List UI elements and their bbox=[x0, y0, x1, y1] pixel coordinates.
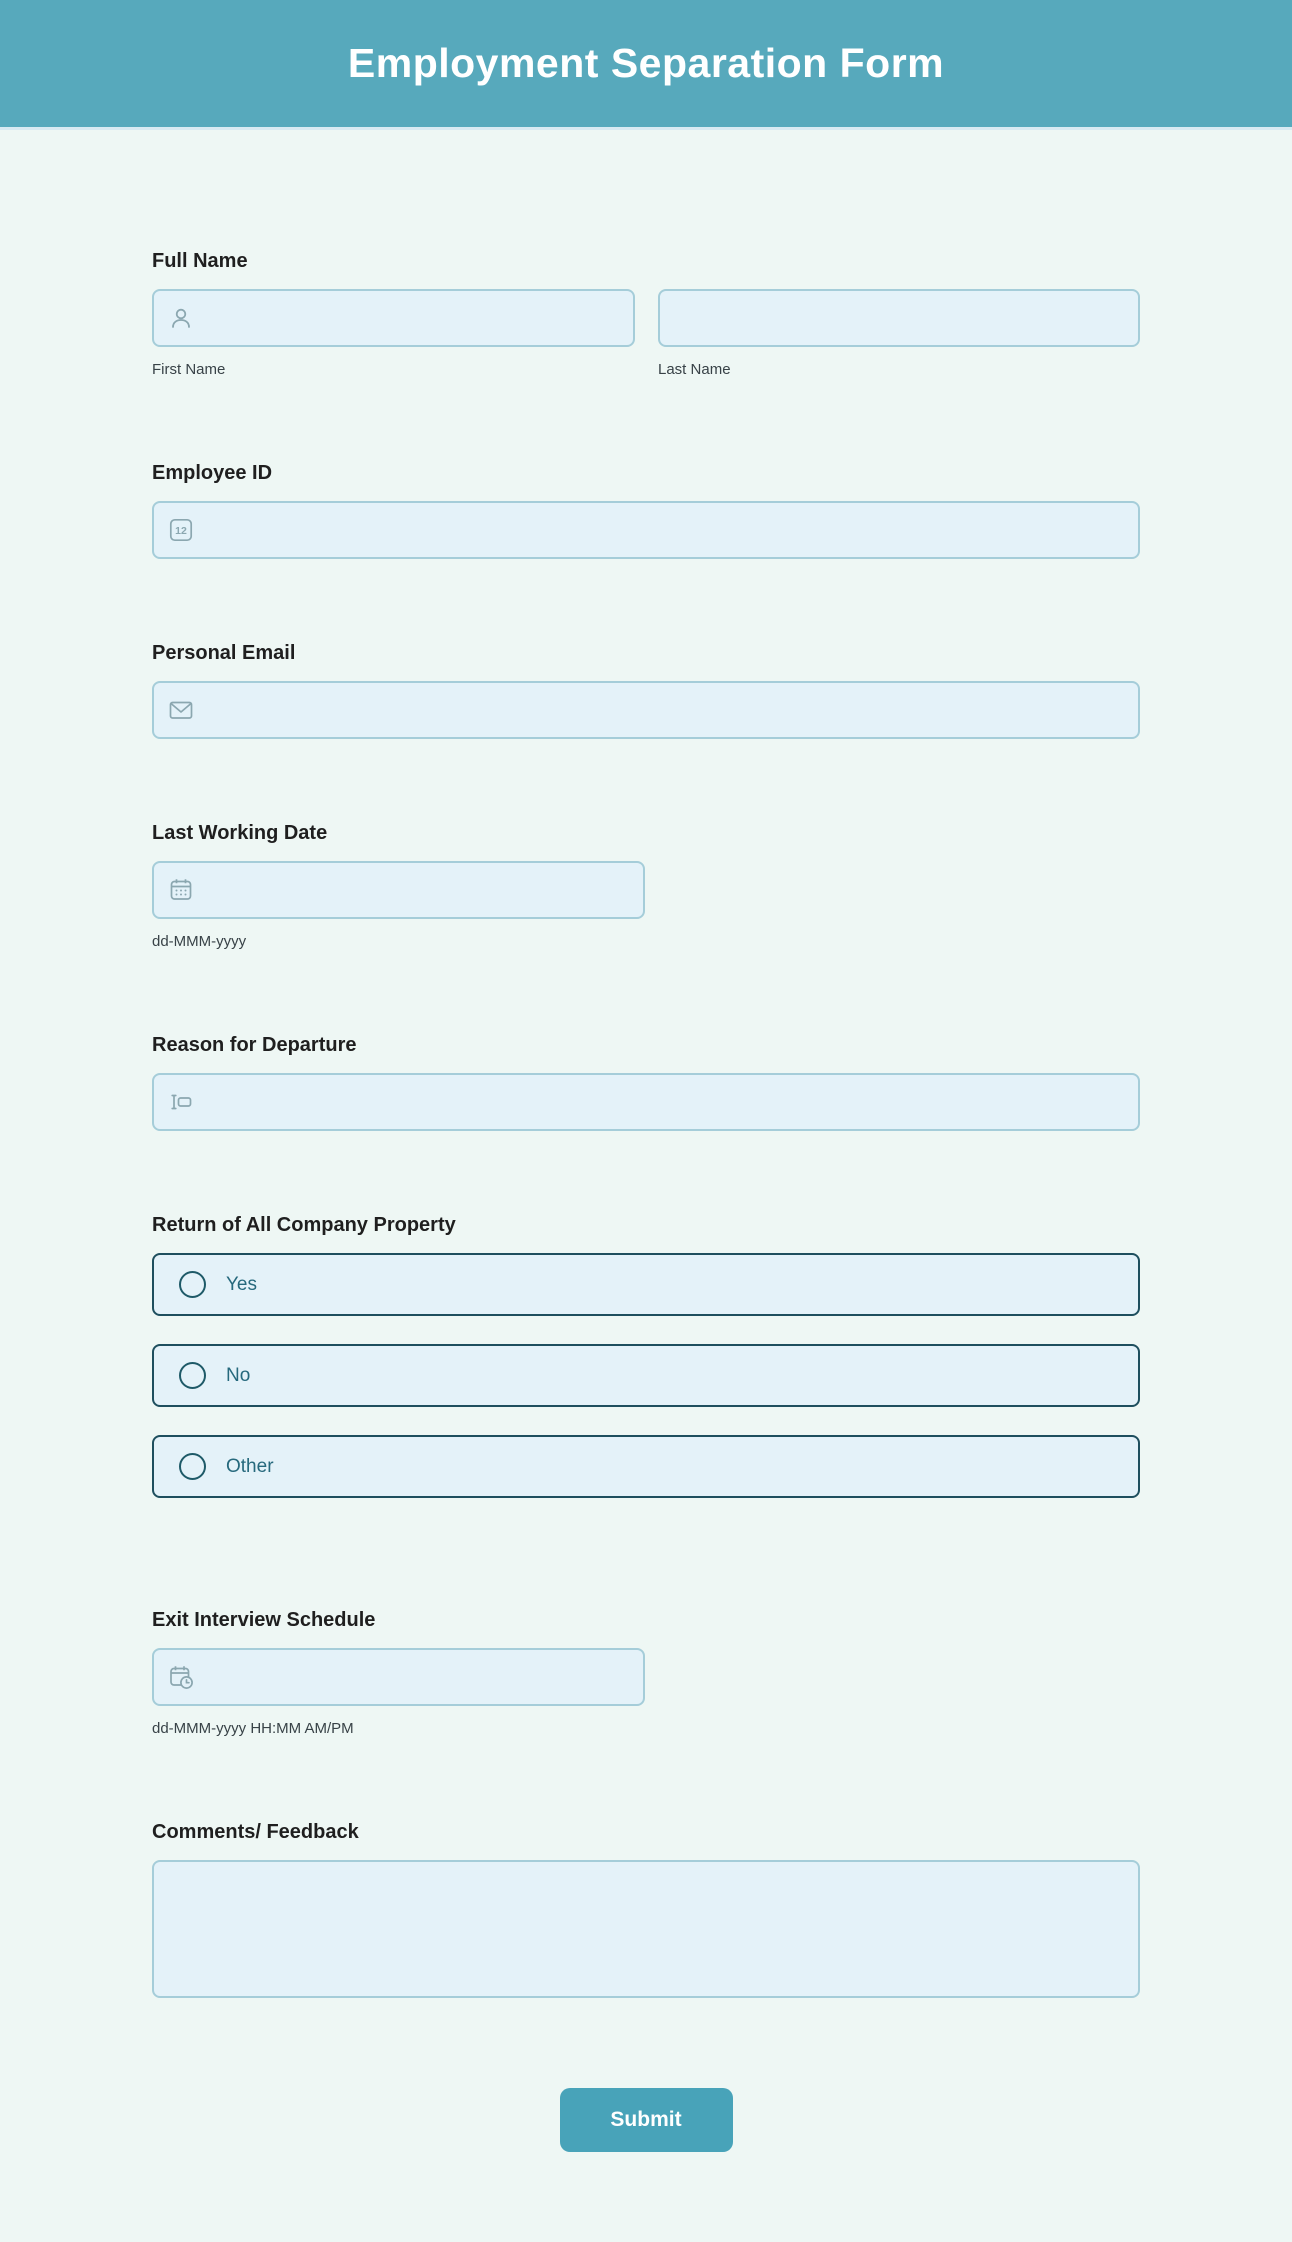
personal-email-label: Personal Email bbox=[152, 642, 296, 664]
question-full-name bbox=[152, 249, 1140, 379]
page-title: Employment Separation Form bbox=[347, 40, 945, 86]
question-last-working-date bbox=[152, 821, 1140, 951]
question-personal-email bbox=[152, 641, 1140, 739]
radio-circle-other[interactable] bbox=[179, 1453, 206, 1480]
full-name-label: Full Name bbox=[152, 250, 248, 272]
last-working-date-field[interactable] bbox=[152, 861, 645, 919]
radio-circle-yes[interactable] bbox=[179, 1271, 206, 1298]
exit-interview-field[interactable] bbox=[152, 1648, 645, 1706]
question-comments bbox=[152, 1820, 1140, 2003]
last-working-date-sublabel: dd-MMM-yyyy bbox=[152, 933, 247, 950]
question-reason-for-departure bbox=[152, 1033, 1140, 1131]
exit-interview-input[interactable] bbox=[195, 1650, 630, 1704]
user-icon bbox=[167, 304, 195, 332]
form-header bbox=[0, 0, 1292, 130]
first-name-sublabel: First Name bbox=[152, 361, 226, 378]
form-body bbox=[0, 130, 1292, 2242]
comments-textarea[interactable] bbox=[152, 1860, 1140, 1998]
last-name-input[interactable] bbox=[673, 291, 1125, 345]
last-name-field[interactable] bbox=[658, 289, 1140, 347]
text-cursor-icon bbox=[167, 1088, 195, 1116]
reason-for-departure-input[interactable] bbox=[195, 1075, 1125, 1129]
calendar-icon bbox=[167, 876, 195, 904]
envelope-icon bbox=[167, 696, 195, 724]
comments-label: Comments/ Feedback bbox=[152, 1821, 359, 1843]
reason-for-departure-field[interactable] bbox=[152, 1073, 1140, 1131]
exit-interview-label: Exit Interview Schedule bbox=[152, 1609, 376, 1631]
first-name-input[interactable] bbox=[195, 291, 620, 345]
submit-row bbox=[152, 2088, 1140, 2242]
question-property-return bbox=[152, 1213, 1140, 1498]
radio-option-other[interactable] bbox=[152, 1435, 1140, 1498]
employee-id-input[interactable] bbox=[195, 503, 1125, 557]
radio-option-no[interactable] bbox=[152, 1344, 1140, 1407]
employee-id-field[interactable] bbox=[152, 501, 1140, 559]
last-working-date-label: Last Working Date bbox=[152, 822, 328, 844]
personal-email-input[interactable] bbox=[195, 683, 1125, 737]
question-employee-id bbox=[152, 461, 1140, 559]
calendar-clock-icon bbox=[167, 1663, 195, 1691]
submit-button[interactable]: Submit bbox=[560, 2088, 733, 2152]
number-12-icon bbox=[167, 516, 195, 544]
exit-interview-sublabel: dd-MMM-yyyy HH:MM AM/PM bbox=[152, 1720, 354, 1737]
last-name-sublabel: Last Name bbox=[658, 361, 731, 378]
employee-id-label: Employee ID bbox=[152, 462, 273, 484]
question-exit-interview bbox=[152, 1608, 1140, 1738]
personal-email-field[interactable] bbox=[152, 681, 1140, 739]
property-return-label: Return of All Company Property bbox=[152, 1214, 456, 1236]
svg-text:12: 12 bbox=[175, 525, 187, 537]
radio-option-yes[interactable] bbox=[152, 1253, 1140, 1316]
radio-label-yes: Yes bbox=[226, 1273, 257, 1295]
first-name-field[interactable] bbox=[152, 289, 635, 347]
last-working-date-input[interactable] bbox=[195, 863, 630, 917]
radio-circle-no[interactable] bbox=[179, 1362, 206, 1389]
radio-label-other: Other bbox=[226, 1455, 274, 1477]
radio-label-no: No bbox=[226, 1364, 251, 1386]
reason-for-departure-label: Reason for Departure bbox=[152, 1034, 357, 1056]
